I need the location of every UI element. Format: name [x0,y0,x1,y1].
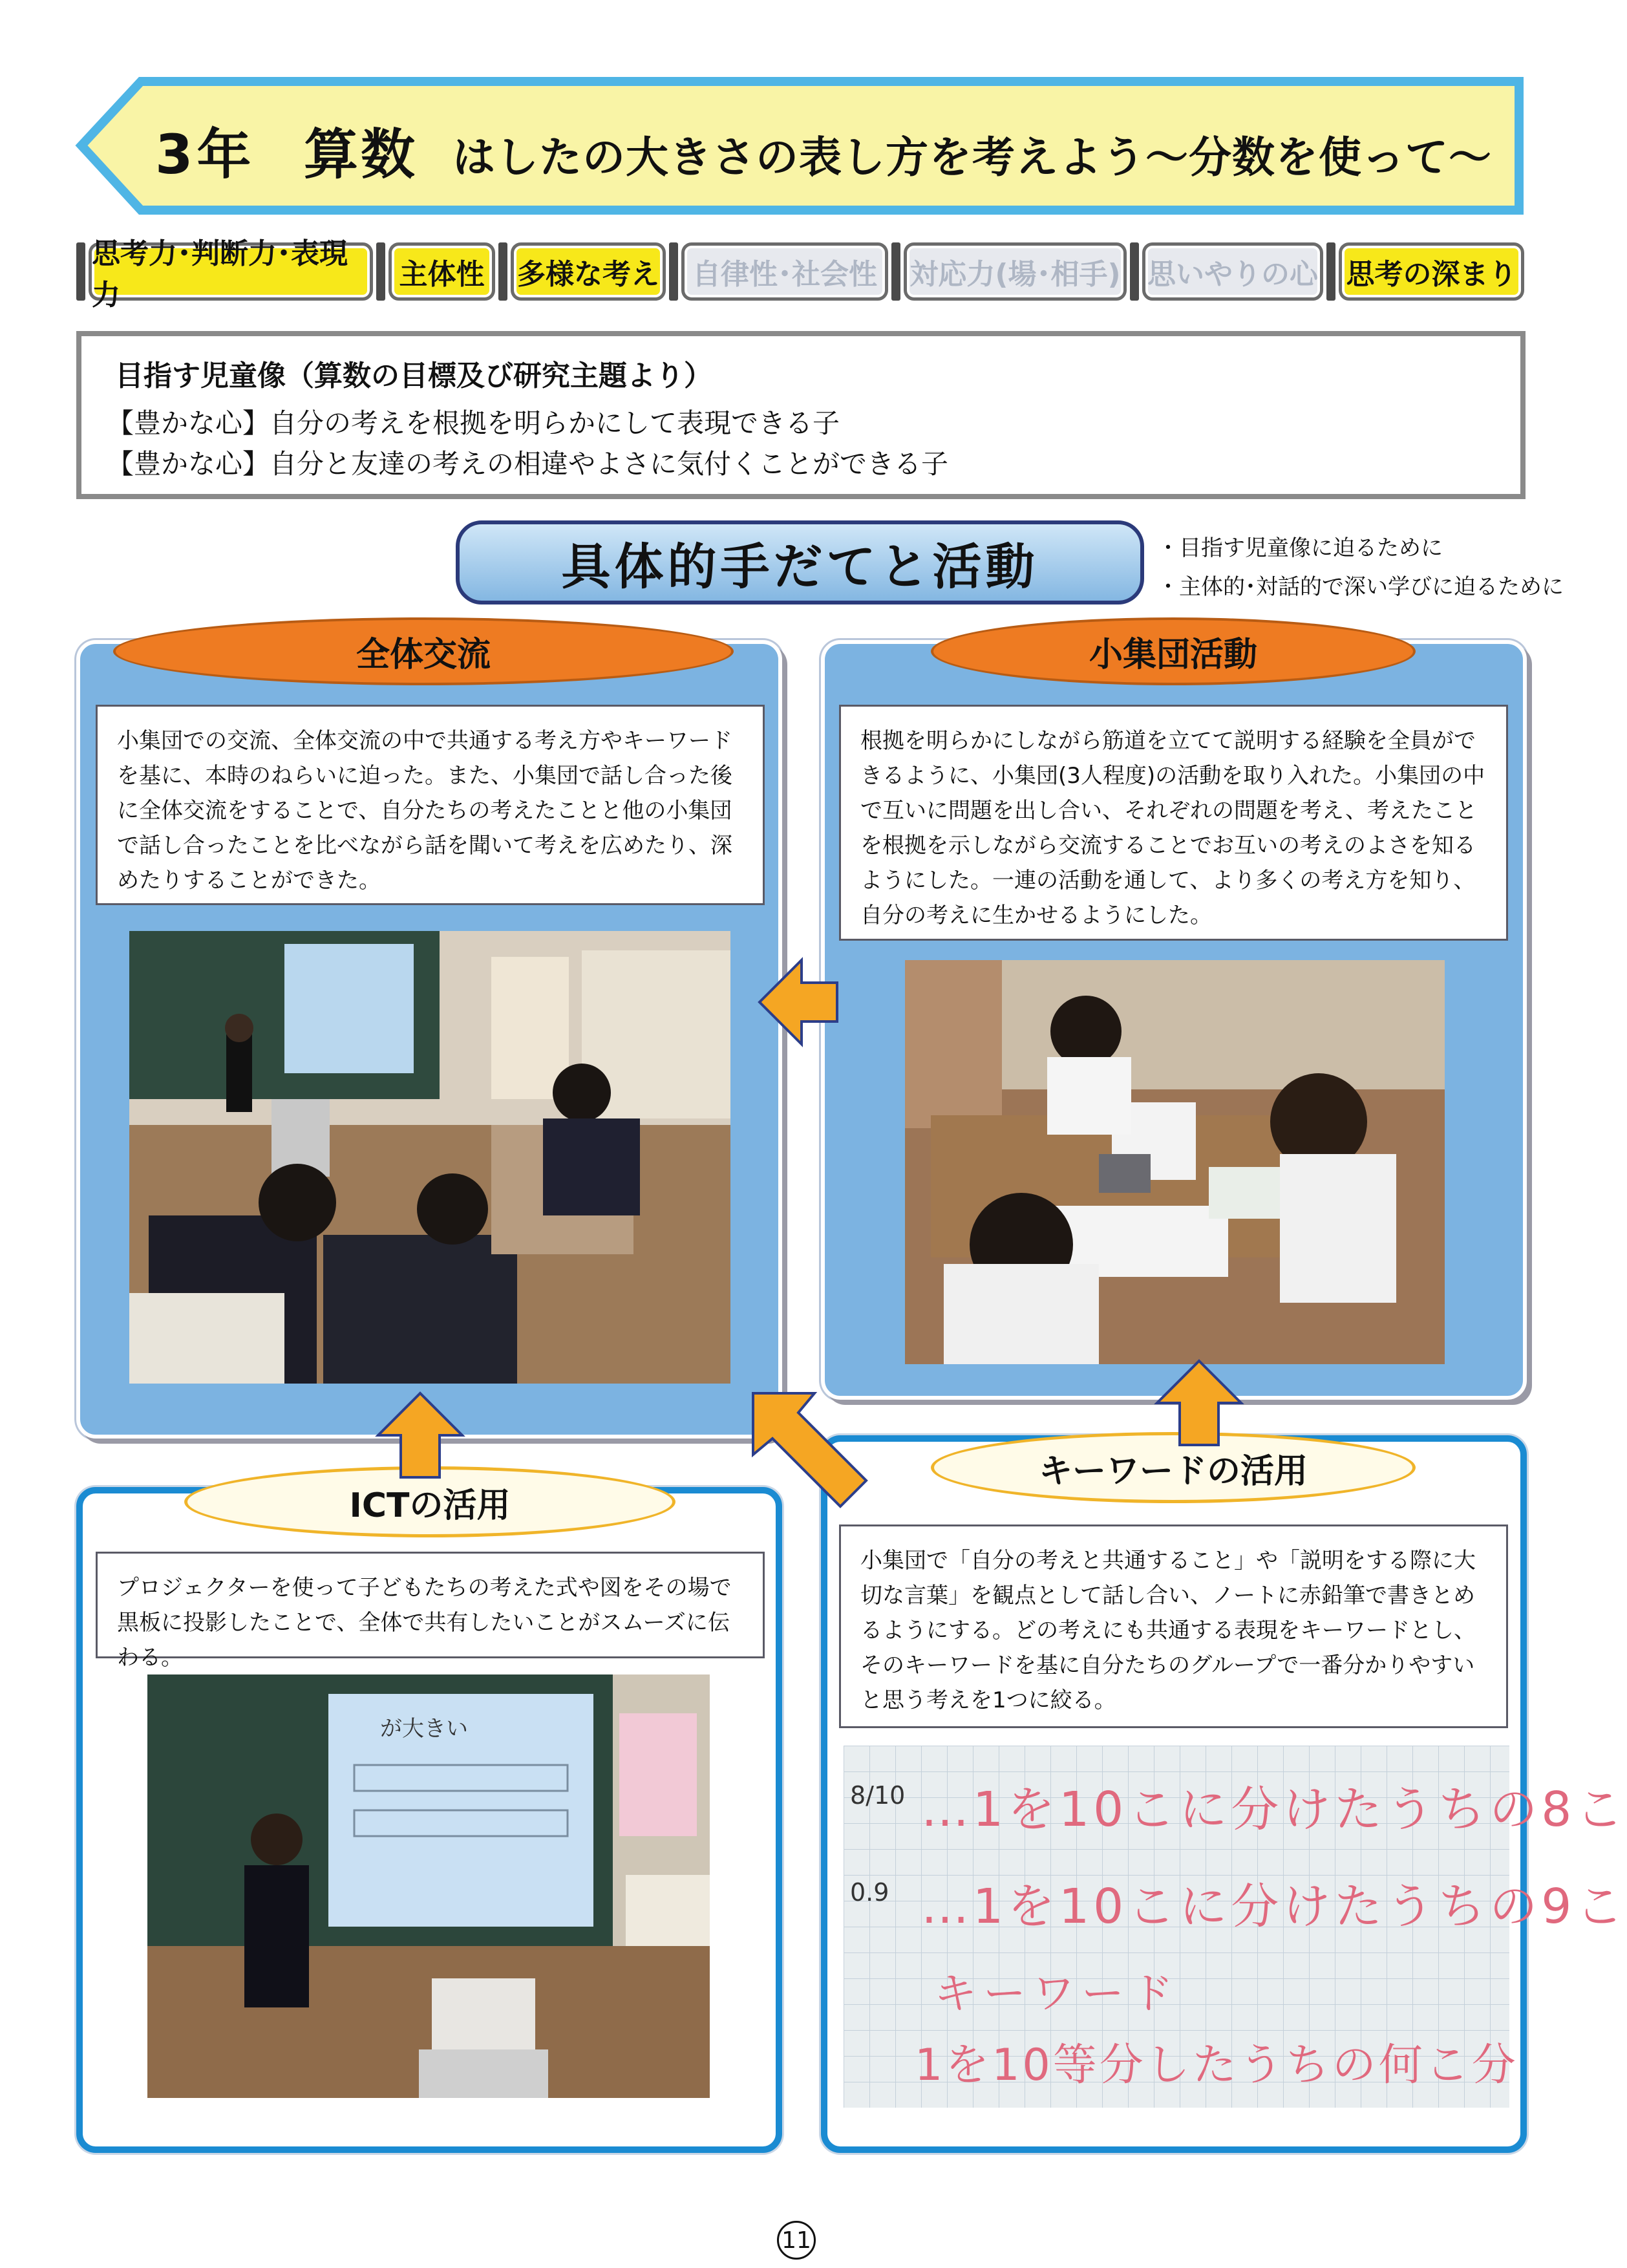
title-theme: はしたの大きさの表し方を考えよう〜分数を使って〜 [452,133,1492,182]
goal-title: 目指す児童像（算数の目標及び研究主題より） [115,359,712,392]
notebook-keyword-text: 1を10等分したうちの何こ分 [915,2040,1518,2091]
classroom-photo-group [905,960,1445,1364]
classroom-photo-whole [129,931,730,1384]
notebook-keyword-label: キーワード [934,1969,1180,2018]
title-grade: 3年 [155,123,255,186]
notebook-photo [844,1746,1627,2108]
tag-divider [891,242,900,301]
ict-description: プロジェクターを使って子どもたちの考えた式や図をその場で黒板に投影したことで、全体で共有したいことがスムーズに伝わる。 [96,1552,765,1658]
section-title-keyword: キーワードの活用 [931,1432,1416,1503]
tag-divider [498,242,507,301]
tag-divider [76,242,85,301]
arrow-up-icon [1151,1358,1248,1448]
keyword-description: 小集団で「自分の考えと共通すること」や「説明をする際に大切な言葉」を観点として話し合い、ノートに赤鉛筆で書きとめるようにする。どの考えにも共通する表現をキーワードとし、そのキーワードを基に自分たちのグループで一番分かりやすいと思う考えを1つに絞る。 [839,1524,1508,1728]
section-title-ict: ICTの活用 [184,1466,675,1537]
heading-note: ・目指す児童像に迫るために [1157,535,1443,561]
arrow-up-icon [372,1390,469,1481]
page-number: 11 [777,2221,816,2260]
tag-shutaisei: 主体性 [388,242,495,301]
arrow-diagonal-icon [743,1384,873,1513]
tag-divider [376,242,385,301]
tag-shiko-fukamari: 思考の深まり [1339,242,1524,301]
arrow-left-icon [756,954,840,1051]
notebook-fraction: 8/10 [850,1781,906,1810]
heading-note: ・主体的･対話的で深い学びに迫るために [1157,574,1564,600]
shoshudan-description: 根拠を明らかにしながら筋道を立てて説明する経験を全員ができるように、小集団(3人程度)の活動を取り入れた。小集団の中で互いに問題を出し合い、それぞれの問題を考え、考えたことを根拠を示しながら交流することでお互いの考えのよさを知るようにした。一連の活動を通して、より多くの考え方を知り、自分の考えに生かせるようにした。 [839,705,1508,941]
tag-tayona-kangae: 多様な考え [511,242,666,301]
tag-shikoryoku: 思考力･判断力･表現力 [89,242,373,301]
section-title-zentai: 全体交流 [113,617,734,685]
tag-divider [1326,242,1335,301]
notebook-line: …1を10こに分けたうちの8こ [921,1782,1627,1837]
tag-omoiyari: 思いやりの心 [1142,242,1323,301]
notebook-line: …1を10こに分けたうちの9こ [921,1879,1627,1934]
projector-photo [147,1674,710,2098]
goal-line: 【豊かな心】自分と友達の考えの相違やよさに気付くことができる子 [107,448,949,480]
tag-divider [669,242,678,301]
tag-taioryoku: 対応力(場･相手) [904,242,1127,301]
tag-jiritsusei: 自律性･社会性 [681,242,888,301]
screen-label: が大きい [380,1716,468,1742]
notebook-decimal: 0.9 [850,1878,889,1907]
section-title-shoshudan: 小集団活動 [931,617,1416,685]
tag-divider [1130,242,1139,301]
main-heading: 具体的手だてと活動 [456,520,1144,604]
zentai-description: 小集団での交流、全体交流の中で共通する考え方やキーワードを基に、本時のねらいに迫った。また、小集団で話し合った後に全体交流をすることで、自分たちの考えたことと他の小集団で話し合ったことを比べながら話を聞いて考えを広めたり、深めたりすることができた。 [96,705,765,905]
title-subject: 算数 [304,123,418,186]
goal-line: 【豊かな心】自分の考えを根拠を明らかにして表現できる子 [107,407,840,439]
